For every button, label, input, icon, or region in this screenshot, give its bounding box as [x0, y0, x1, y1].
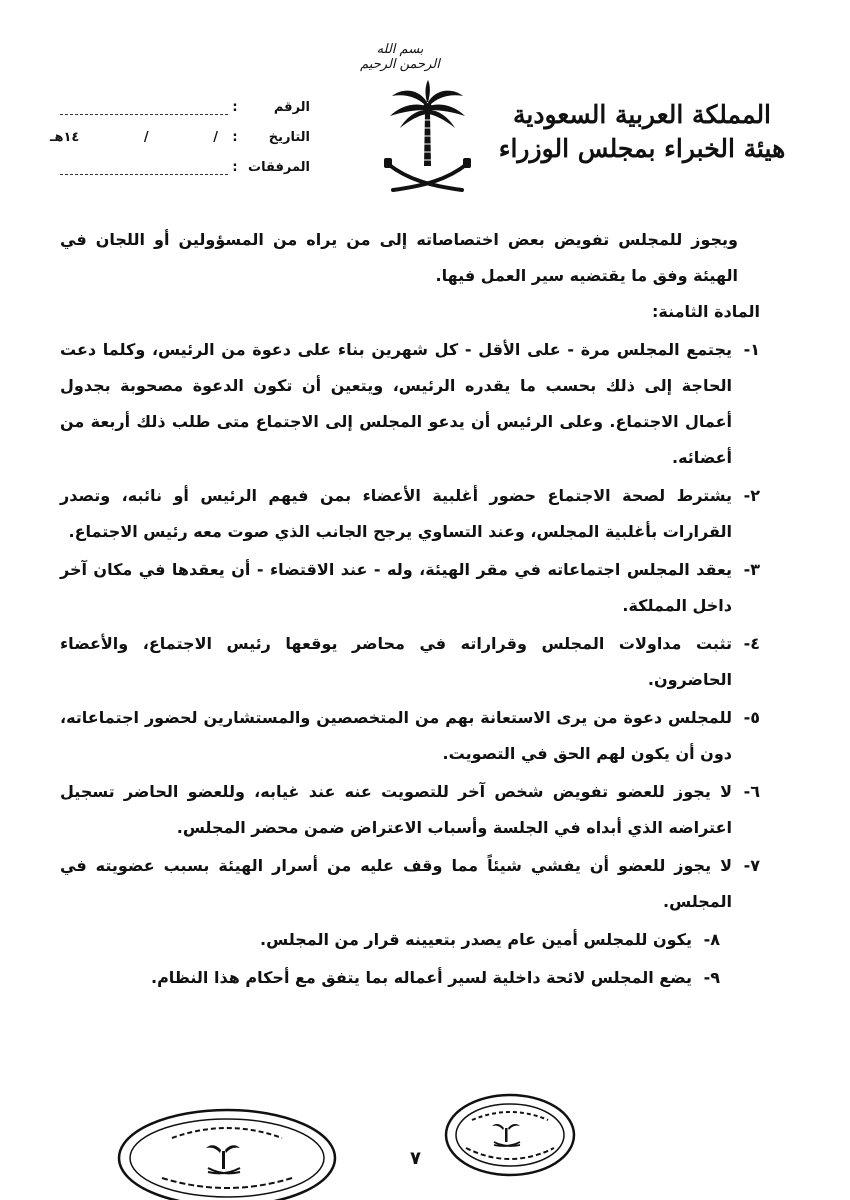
article-text: يشترط لصحة الاجتماع حضور أغلبية الأعضاء بمن فيهم الرئيس أو نائبه، وتصدر القرارات بأغلبية المجلس، وعند التساوي يرجح الجانب الذي صوت معه رئيس الاجتماع. — [60, 486, 732, 541]
date-value: / / ١٤هـ — [50, 129, 218, 145]
official-seal-center-icon — [440, 1090, 580, 1180]
article-item — [60, 922, 720, 958]
article-text: يجتمع المجلس مرة - على الأقل - كل شهرين بناء على دعوة من الرئيس، وكلما دعت الحاجة إلى ذلك بحسب ما يقدره الرئيس، ويتعين أن تكون الدعوة مصحوبة بجدول أعمال الاجتماع. وعلى الرئيس أن يدعو المجلس إلى الاجتماع متى طلب ذلك أربعة من أعضائه. — [60, 340, 732, 467]
reference-label: الرقم — [273, 99, 310, 115]
date-label: التاريخ — [268, 129, 310, 145]
org-line-1: المملكة العربية السعودية — [512, 100, 772, 129]
organization-name — [492, 98, 792, 166]
article-number: ٤- — [743, 634, 760, 653]
article-item — [60, 774, 760, 846]
reference-line — [60, 100, 228, 115]
article-number: ٨- — [703, 930, 720, 949]
reference-row: الرقم : — [40, 92, 310, 122]
palm-swords-emblem-icon — [380, 80, 475, 200]
article-item — [60, 700, 760, 772]
reference-block — [40, 92, 310, 182]
article-text: تثبت مداولات المجلس وقراراته في محاضر يوقعها رئيس الاجتماع، والأعضاء الحاضرون. — [60, 634, 732, 689]
article-item — [60, 626, 760, 698]
org-line-2: هيئة الخبراء بمجلس الوزراء — [498, 134, 786, 163]
article-heading: المادة الثامنة: — [651, 302, 760, 321]
attachments-line — [60, 160, 228, 175]
article-text: لا يجوز للعضو تفويض شخص آخر للتصويت عنه عند غيابه، وللعضو الحاضر تسجيل اعتراضه الذي أبداه في الجلسة وأسباب الاعتراض ضمن محضر المجلس. — [60, 782, 732, 837]
article-item — [60, 552, 760, 624]
basmala: بسم الله الرحمن الرحيم — [360, 42, 440, 72]
article-number: ٢- — [743, 486, 760, 505]
intro-paragraph: ويجوز للمجلس تفويض بعض اختصاصاته إلى من يراه من المسؤولين أو اللجان في الهيئة وفق ما يقتضيه سير العمل فيها. — [60, 230, 738, 285]
article-item — [60, 332, 760, 476]
article-number: ٧- — [743, 856, 760, 875]
official-seal-left-icon — [112, 1098, 342, 1200]
article-number: ٣- — [743, 560, 760, 579]
article-text: لا يجوز للعضو أن يفشي شيئاً مما وقف عليه من أسرار الهيئة بسبب عضويته في المجلس. — [60, 856, 732, 911]
attachments-row: المرفقات : — [40, 152, 310, 182]
article-item — [60, 960, 720, 996]
article-text: يكون للمجلس أمين عام يصدر بتعيينه قرار من المجلس. — [260, 930, 692, 949]
article-number: ٩- — [703, 968, 720, 987]
article-number: ١- — [743, 340, 760, 359]
article-text: للمجلس دعوة من يرى الاستعانة بهم من المتخصصين والمستشارين لحضور اجتماعاته، دون أن يكون لهم الحق في التصويت. — [60, 708, 732, 763]
date-row: التاريخ : / / ١٤هـ — [40, 122, 310, 152]
article-item — [60, 478, 760, 550]
page-number: ٧ — [410, 1148, 421, 1169]
article-number: ٥- — [743, 708, 760, 727]
article-number: ٦- — [743, 782, 760, 801]
attachments-label: المرفقات — [248, 159, 310, 175]
article-item — [60, 848, 760, 920]
article-text: يعقد المجلس اجتماعاته في مقر الهيئة، وله - عند الاقتضاء - أن يعقدها في مكان آخر داخل المملكة. — [60, 560, 732, 615]
document-body — [60, 222, 760, 996]
article-text: يضع المجلس لائحة داخلية لسير أعماله بما يتفق مع أحكام هذا النظام. — [150, 968, 692, 987]
